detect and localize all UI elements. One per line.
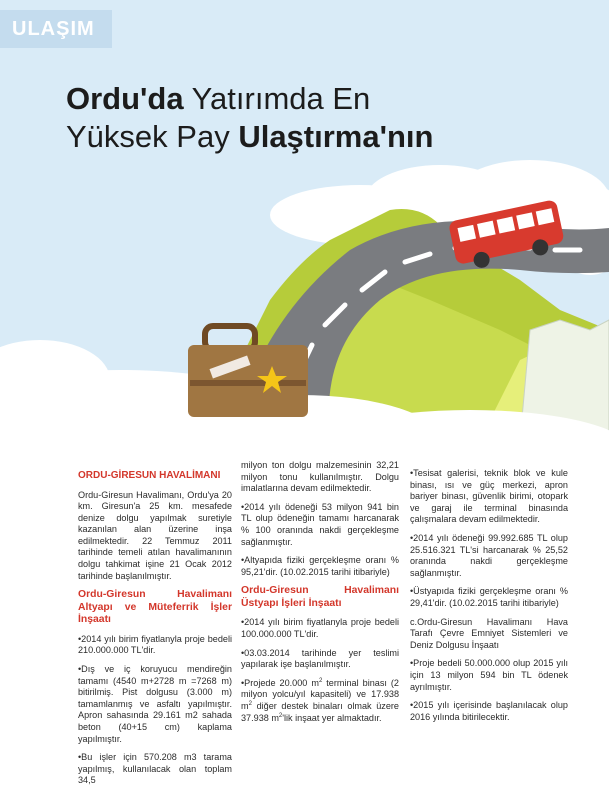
paragraph-part: diğer destek binaları olmak üzere 37.938 m bbox=[241, 700, 399, 723]
paragraph bbox=[241, 678, 399, 724]
page-title bbox=[66, 80, 496, 156]
paragraph: •Dış ve iç koruyucu mendireğin tamamı (4540 m+2728 m =7268 m) bitirilmiş. Pist dolgusu (3.000 m) tamamlanmış ve asfaltı yapılmıştır. Apron sahasında 29.161 m2 sahada beton (40+15 cm) kaplama yapılmıştır. bbox=[78, 663, 232, 744]
paragraph: •2014 yılı birim fiyatlanyla proje bedeli 100.000.000 TL'dir. bbox=[241, 617, 399, 639]
paragraph: •Altyapıda fiziki gerçekleşme oranı % 95,21'dir. (10.02.2015 tarihi itibariyle) bbox=[241, 555, 399, 577]
paragraph: Ordu-Giresun Havalimanı, Ordu'ya 20 km. Giresun'a 25 km. mesafede denize dolgu yapılmak suretiyle kazanılan alan üzerine inşa edilmektedir. 22 Temmuz 2011 tarihinde temeli atılan havalimanının dolgu tahkimat işine 21 Ocak 2012 tarihinde başlanılmıştır. bbox=[78, 489, 232, 581]
paragraph: •2014 yılı birim fiyatlanyla proje bedeli 210.000.000 TL'dir. bbox=[78, 633, 232, 656]
text-column-3 bbox=[410, 468, 568, 730]
paragraph: •Proje bedeli 50.000.000 olup 2015 yılı için 13 milyon 594 bin TL ödenek ayrılmıştır. bbox=[410, 658, 568, 692]
section-heading: ORDU-GİRESUN HAVALİMANI bbox=[78, 470, 221, 481]
text-column-1 bbox=[78, 470, 232, 794]
paragraph: c.Ordu-Giresun Havalimanı Hava Tarafı Çevre Emniyet Sistemleri ve Deniz Dolgusu İnşaatı bbox=[410, 616, 568, 650]
title-bold-1: Ordu'da bbox=[66, 81, 184, 116]
superscript: 2 bbox=[278, 712, 283, 719]
paragraph-part: 'lik inşaat yer almaktadır. bbox=[282, 712, 382, 723]
paragraph: •2014 yılı ödeneği 53 milyon 941 bin TL olup ödeneğin tamamı harcanarak % 100 oranında nakdi gerçekleşme sağlanmıştır. bbox=[241, 501, 399, 547]
paragraph: milyon ton dolgu malzemesinin 32,21 milyon tonu kullanılmıştır. Dolgu imalatlarına devam edilmektedir. bbox=[241, 460, 399, 494]
paragraph: •03.03.2014 tarihinde yer teslimi yapılarak işe başlanılmıştır. bbox=[241, 647, 399, 670]
title-bold-2: Ulaştırma'nın bbox=[238, 119, 434, 154]
superscript: 2 bbox=[318, 677, 323, 684]
text-column-2 bbox=[241, 460, 399, 731]
paragraph: •2015 yılı içerisinde başlanılacak olup 2016 yılında bitirilecektir. bbox=[410, 700, 568, 722]
paragraph: •Tesisat galerisi, teknik blok ve kule binası, ısı ve güç merkezi, apron bariyer binası, güvenlik birimi, otopark ve garaj ile terminal binasında çalışmalara devam edilmektedir. bbox=[410, 468, 568, 525]
superscript: 2 bbox=[248, 700, 252, 707]
paragraph-part: terminal binası (2 milyon yolcu/yıl kapasiteli) ve 17.938 m bbox=[241, 677, 399, 711]
paragraph: •Bu işler için 570.208 m3 tarama yapılmış, kullanılacak olan toplam 34,5 bbox=[78, 752, 232, 786]
section-heading: Ordu-Giresun Havalimanı Üstyapı İşleri İnşaatı bbox=[241, 585, 399, 609]
paragraph: •2014 yılı ödeneği 99.992.685 TL olup 25.516.321 TL'si harcanarak % 25,52 oranında nakdi gerçekleşme sağlanmıştır. bbox=[410, 532, 568, 578]
paragraph: •Üstyapıda fiziki gerçekleşme oranı % 29,41'dir. (10.02.2015 tarihi itibariyle) bbox=[410, 586, 568, 608]
section-tag bbox=[0, 10, 112, 48]
title-text-1: Yatırımda En bbox=[183, 81, 371, 116]
title-text-2: Yüksek Pay bbox=[66, 119, 239, 154]
paragraph-part: •Projede 20.000 m bbox=[241, 677, 319, 688]
section-heading: Ordu-Giresun Havalimanı Altyapı ve Müteferrik İşler İnşaatı bbox=[78, 589, 232, 626]
section-tag-label: ULAŞIM bbox=[12, 18, 95, 40]
